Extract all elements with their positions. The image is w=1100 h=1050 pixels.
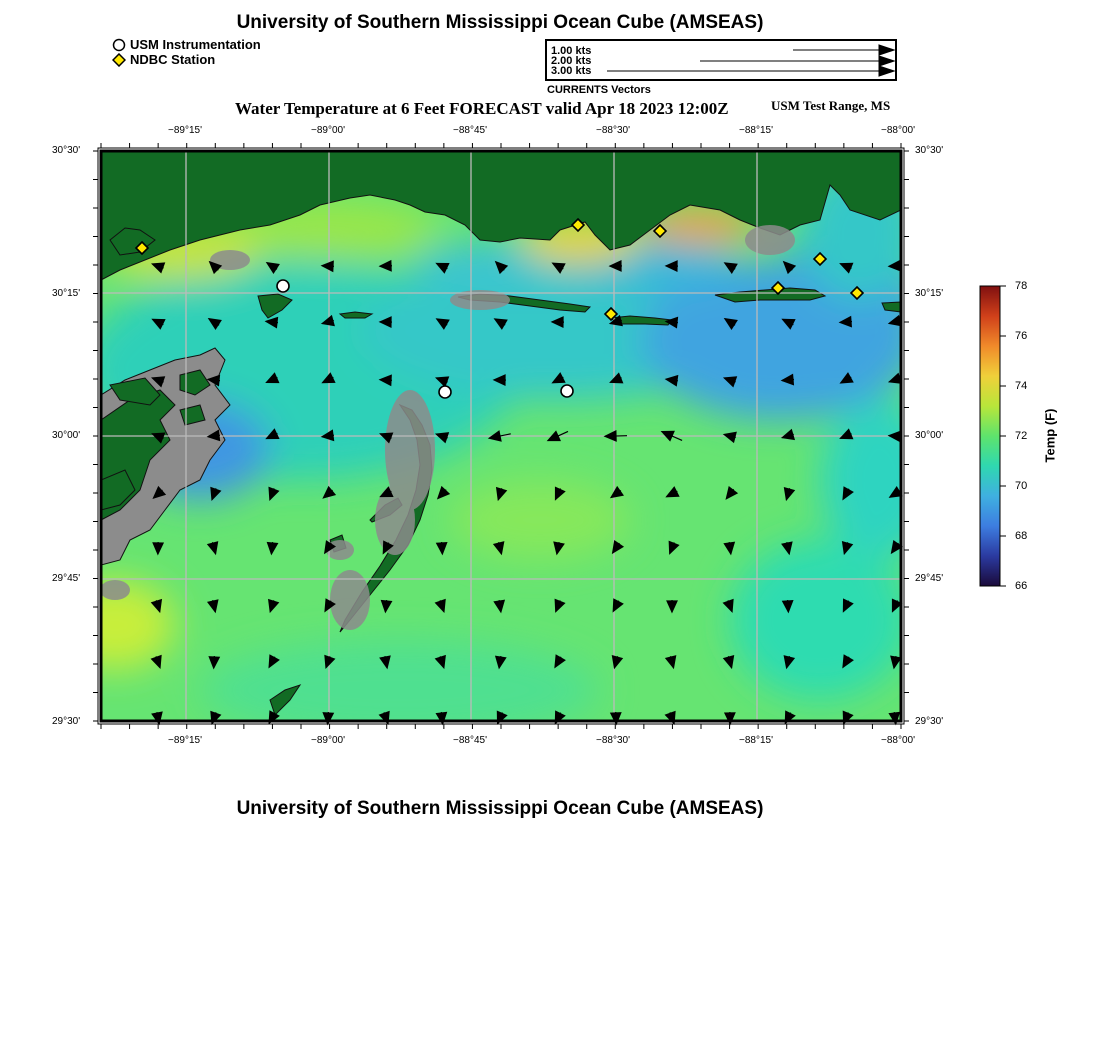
lon-bottom-3: −88°30' [596,735,630,746]
vector-label-2: 2.00 kts [551,55,592,67]
colorbar-tick-76: 76 [1015,330,1028,342]
lon-top-0: −89°15' [168,125,202,136]
map-subtitle: Water Temperature at 6 Feet FORECAST valid Apr 18 2023 12:00Z [235,99,729,118]
vector-label-3: 3.00 kts [551,65,592,77]
colorbar-tick-72: 72 [1015,430,1028,442]
lat-right-4: 29°30' [915,716,944,727]
lon-bottom-4: −88°15' [739,735,773,746]
lon-top-3: −88°30' [596,125,630,136]
lon-top-5: −88°00' [881,125,915,136]
lon-bottom-5: −88°00' [881,735,915,746]
lon-bottom-2: −88°45' [453,735,487,746]
lat-left-0: 30°30' [52,145,81,156]
colorbar-tick-68: 68 [1015,530,1028,542]
lat-right-3: 29°45' [915,573,944,584]
lon-top-1: −89°00' [311,125,345,136]
vector-caption: CURRENTS Vectors [547,84,651,96]
colorbar-tick-66: 66 [1015,580,1028,592]
colorbar-tick-74: 74 [1015,380,1028,392]
lat-right-1: 30°15' [915,288,944,299]
lat-left-2: 30°00' [52,430,81,441]
vector-label-1: 1.00 kts [551,45,592,57]
colorbar-tick-70: 70 [1015,480,1028,492]
lat-left-3: 29°45' [52,573,81,584]
legend-ndbc-label: NDBC Station [130,52,216,67]
lon-bottom-0: −89°15' [168,735,202,746]
legend-usm-label: USM Instrumentation [130,37,261,52]
page-title: University of Southern Mississippi Ocean Cube (AMSEAS) [236,12,764,33]
lon-top-4: −88°15' [739,125,773,136]
lat-left-1: 30°15' [52,288,81,299]
lon-top-2: −88°45' [453,125,487,136]
lat-right-2: 30°00' [915,430,944,441]
colorbar-tick-78: 78 [1015,280,1028,292]
lat-left-4: 29°30' [52,716,81,727]
region-label: USM Test Range, MS [771,98,891,113]
lon-bottom-1: −89°00' [311,735,345,746]
colorbar-label: Temp (F) [1042,408,1058,463]
footer-title: University of Southern Mississippi Ocean Cube (AMSEAS) [236,798,764,819]
lat-right-0: 30°30' [915,145,944,156]
